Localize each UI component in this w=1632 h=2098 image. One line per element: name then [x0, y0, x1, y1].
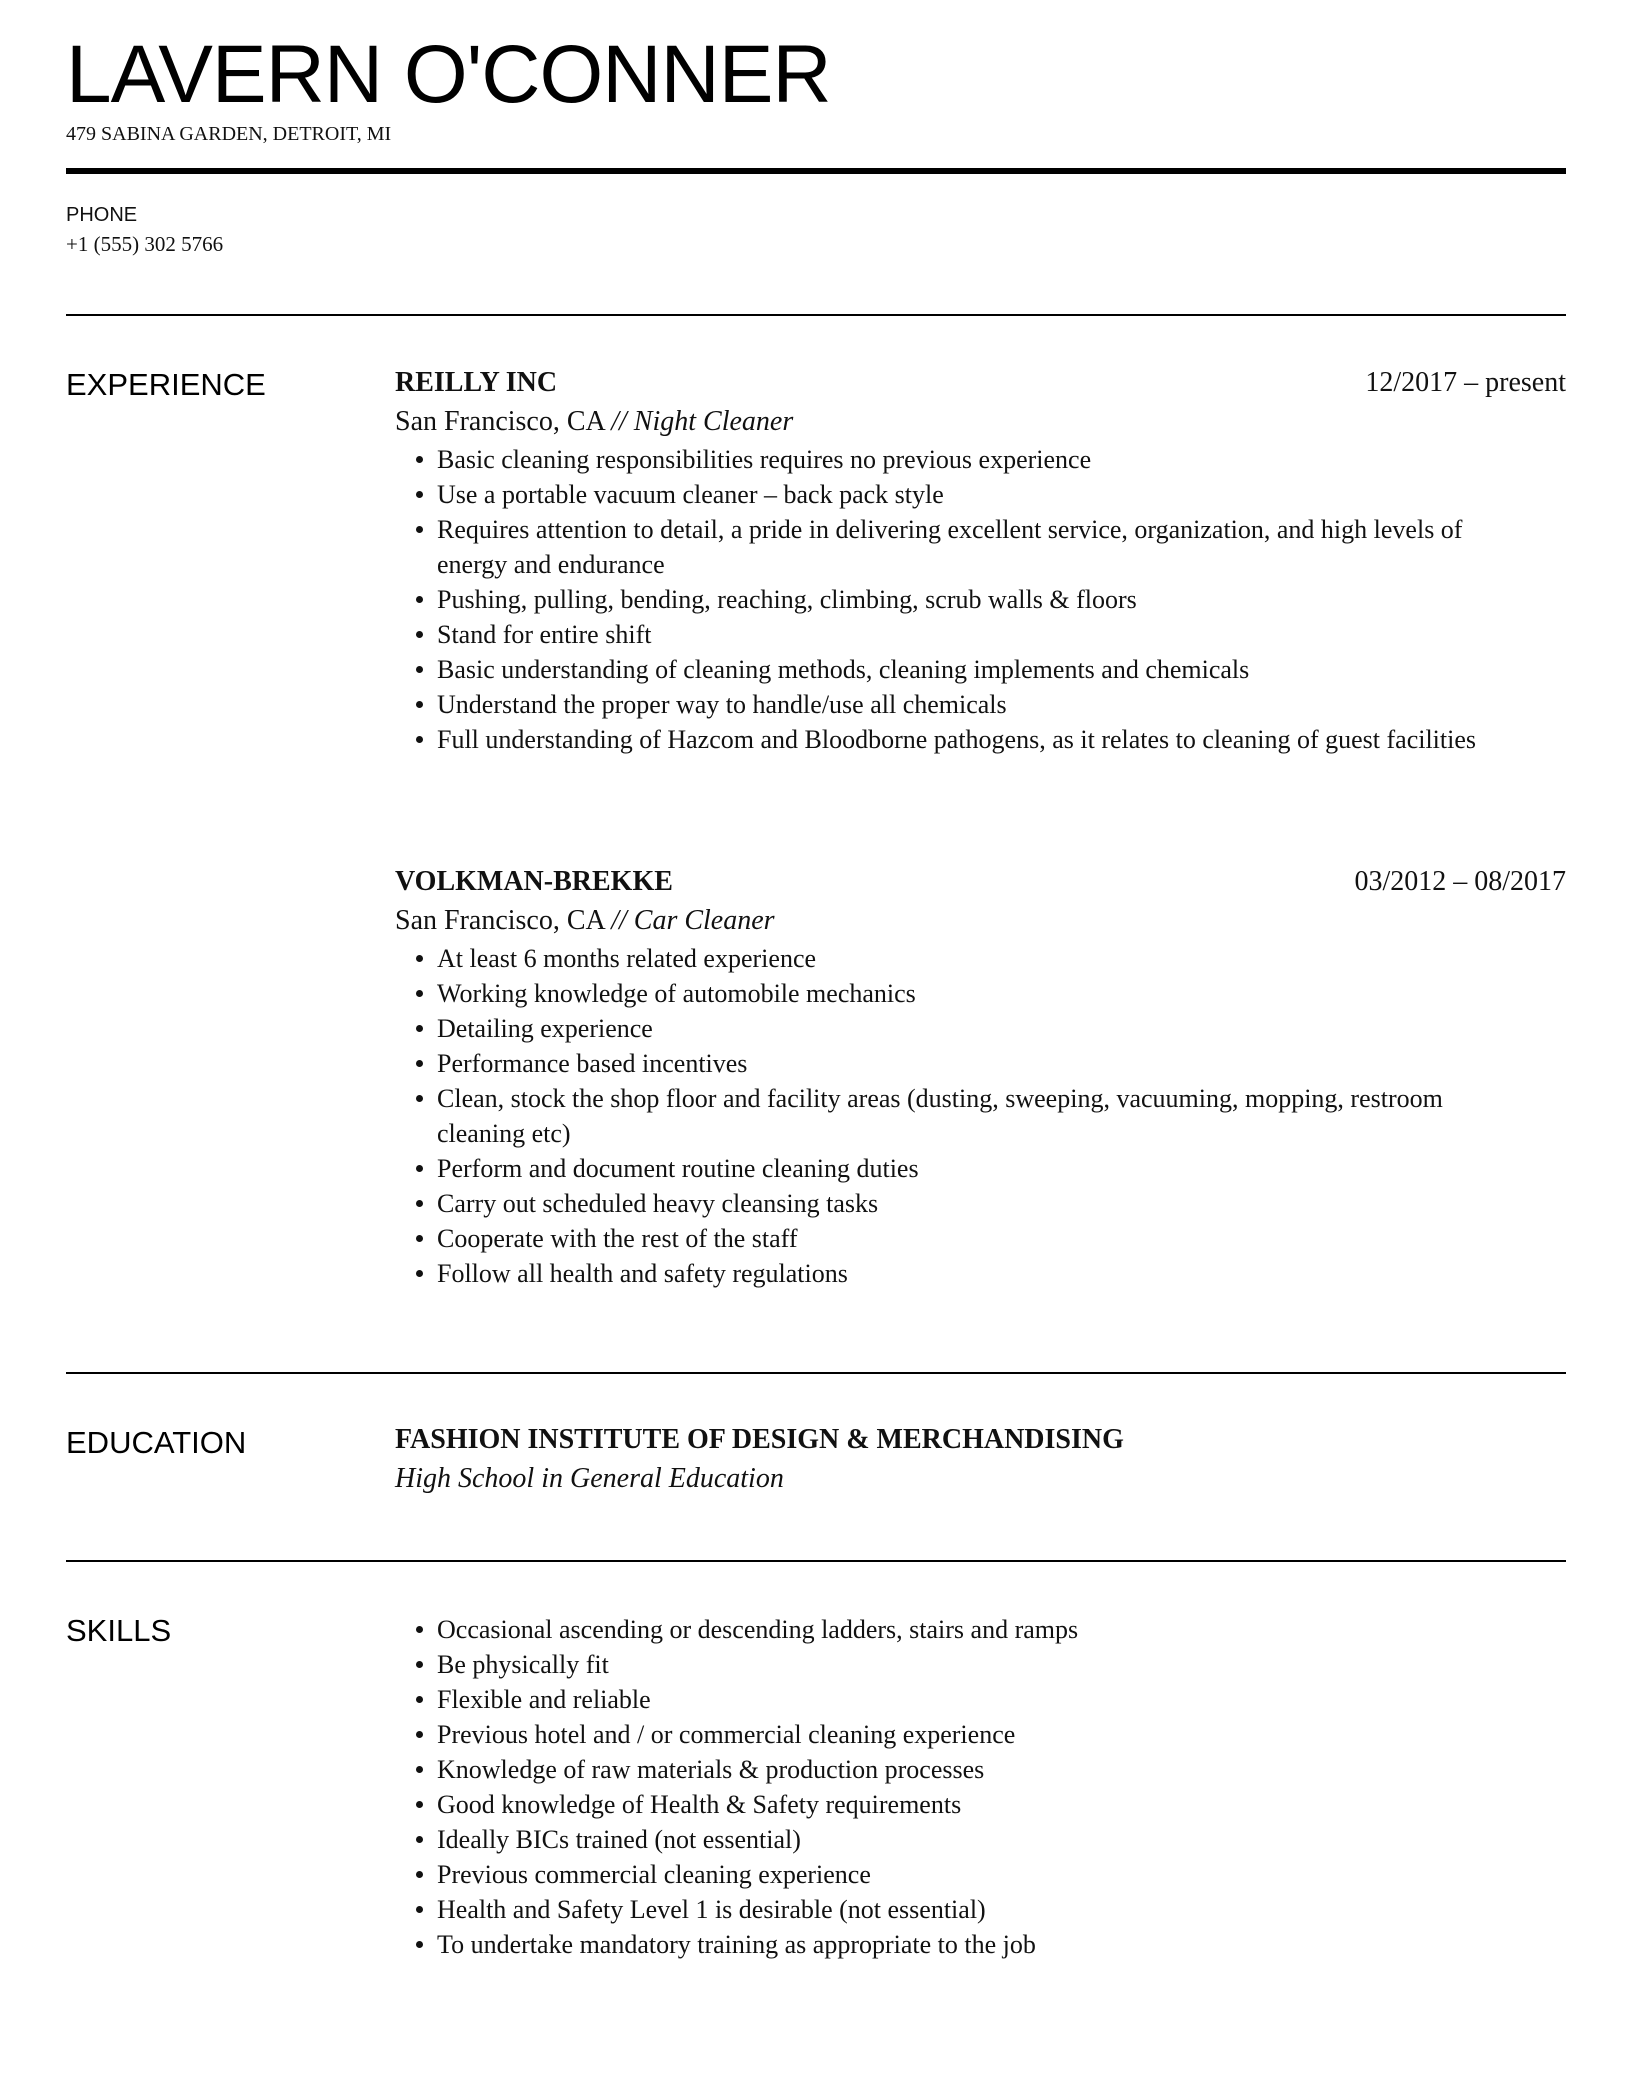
list-item: Stand for entire shift [395, 617, 1537, 652]
job-role: Night Cleaner [633, 406, 794, 437]
skills-section-title: SKILLS [66, 1613, 172, 1648]
candidate-address: 479 SABINA GARDEN, DETROIT, MI [66, 123, 392, 145]
list-item: Cooperate with the rest of the staff [395, 1221, 1537, 1256]
list-item: Requires attention to detail, a pride in delivering excellent service, organization, and high levels of energy and endurance [395, 512, 1537, 582]
list-item: Understand the proper way to handle/use all chemicals [395, 687, 1537, 722]
phone-label: PHONE [66, 204, 138, 226]
skills-entry [395, 1612, 1566, 1962]
list-item: Previous commercial cleaning experience [395, 1857, 1537, 1892]
job-entry [395, 863, 1566, 1291]
list-item: Follow all health and safety regulations [395, 1256, 1537, 1291]
list-item: Ideally BICs trained (not essential) [395, 1822, 1537, 1857]
education-entry [395, 1421, 1566, 1499]
contact-divider [66, 314, 1566, 316]
header-divider [66, 168, 1566, 174]
job-entry [395, 364, 1566, 757]
list-item: Use a portable vacuum cleaner – back pack style [395, 477, 1537, 512]
job-location: San Francisco, CA [395, 406, 605, 437]
job-duties-list [395, 442, 1566, 757]
job-dates: 12/2017 – present [1365, 367, 1566, 398]
list-item: To undertake mandatory training as appropriate to the job [395, 1927, 1537, 1962]
list-item: Be physically fit [395, 1647, 1537, 1682]
job-duties-list [395, 941, 1566, 1291]
education-school: FASHION INSTITUTE OF DESIGN & MERCHANDISING [395, 1424, 1124, 1455]
list-item: Basic cleaning responsibilities requires no previous experience [395, 442, 1537, 477]
experience-section-title: EXPERIENCE [66, 367, 266, 402]
job-location: San Francisco, CA [395, 905, 605, 936]
list-item: Detailing experience [395, 1011, 1537, 1046]
list-item: Basic understanding of cleaning methods, cleaning implements and chemicals [395, 652, 1537, 687]
education-divider [66, 1560, 1566, 1562]
list-item: Working knowledge of automobile mechanics [395, 976, 1537, 1011]
job-company: REILLY INC [395, 367, 558, 398]
list-item: Perform and document routine cleaning duties [395, 1151, 1537, 1186]
list-item: Performance based incentives [395, 1046, 1537, 1081]
job-dates: 03/2012 – 08/2017 [1354, 866, 1566, 897]
job-company: VOLKMAN-BREKKE [395, 866, 673, 897]
candidate-name: LAVERN O'CONNER [66, 29, 831, 120]
job-separator: // [611, 905, 627, 936]
list-item: Knowledge of raw materials & production processes [395, 1752, 1537, 1787]
experience-divider [66, 1372, 1566, 1374]
list-item: Health and Safety Level 1 is desirable (not essential) [395, 1892, 1537, 1927]
job-role: Car Cleaner [633, 905, 775, 936]
list-item: Pushing, pulling, bending, reaching, climbing, scrub walls & floors [395, 582, 1537, 617]
phone-value: +1 (555) 302 5766 [66, 232, 224, 256]
list-item: Previous hotel and / or commercial cleaning experience [395, 1717, 1537, 1752]
list-item: Carry out scheduled heavy cleansing tasks [395, 1186, 1537, 1221]
list-item: Full understanding of Hazcom and Bloodborne pathogens, as it relates to cleaning of guest facilities [395, 722, 1537, 757]
education-section-title: EDUCATION [66, 1425, 247, 1460]
list-item: Good knowledge of Health & Safety requirements [395, 1787, 1537, 1822]
skills-list [395, 1612, 1566, 1962]
job-location-role [395, 901, 1566, 941]
education-degree: High School in General Education [395, 1463, 784, 1494]
list-item: Occasional ascending or descending ladders, stairs and ramps [395, 1612, 1537, 1647]
job-location-role [395, 402, 1566, 442]
list-item: Clean, stock the shop floor and facility areas (dusting, sweeping, vacuuming, mopping, restroom cleaning etc) [395, 1081, 1537, 1151]
job-separator: // [611, 406, 627, 437]
list-item: At least 6 months related experience [395, 941, 1537, 976]
list-item: Flexible and reliable [395, 1682, 1537, 1717]
